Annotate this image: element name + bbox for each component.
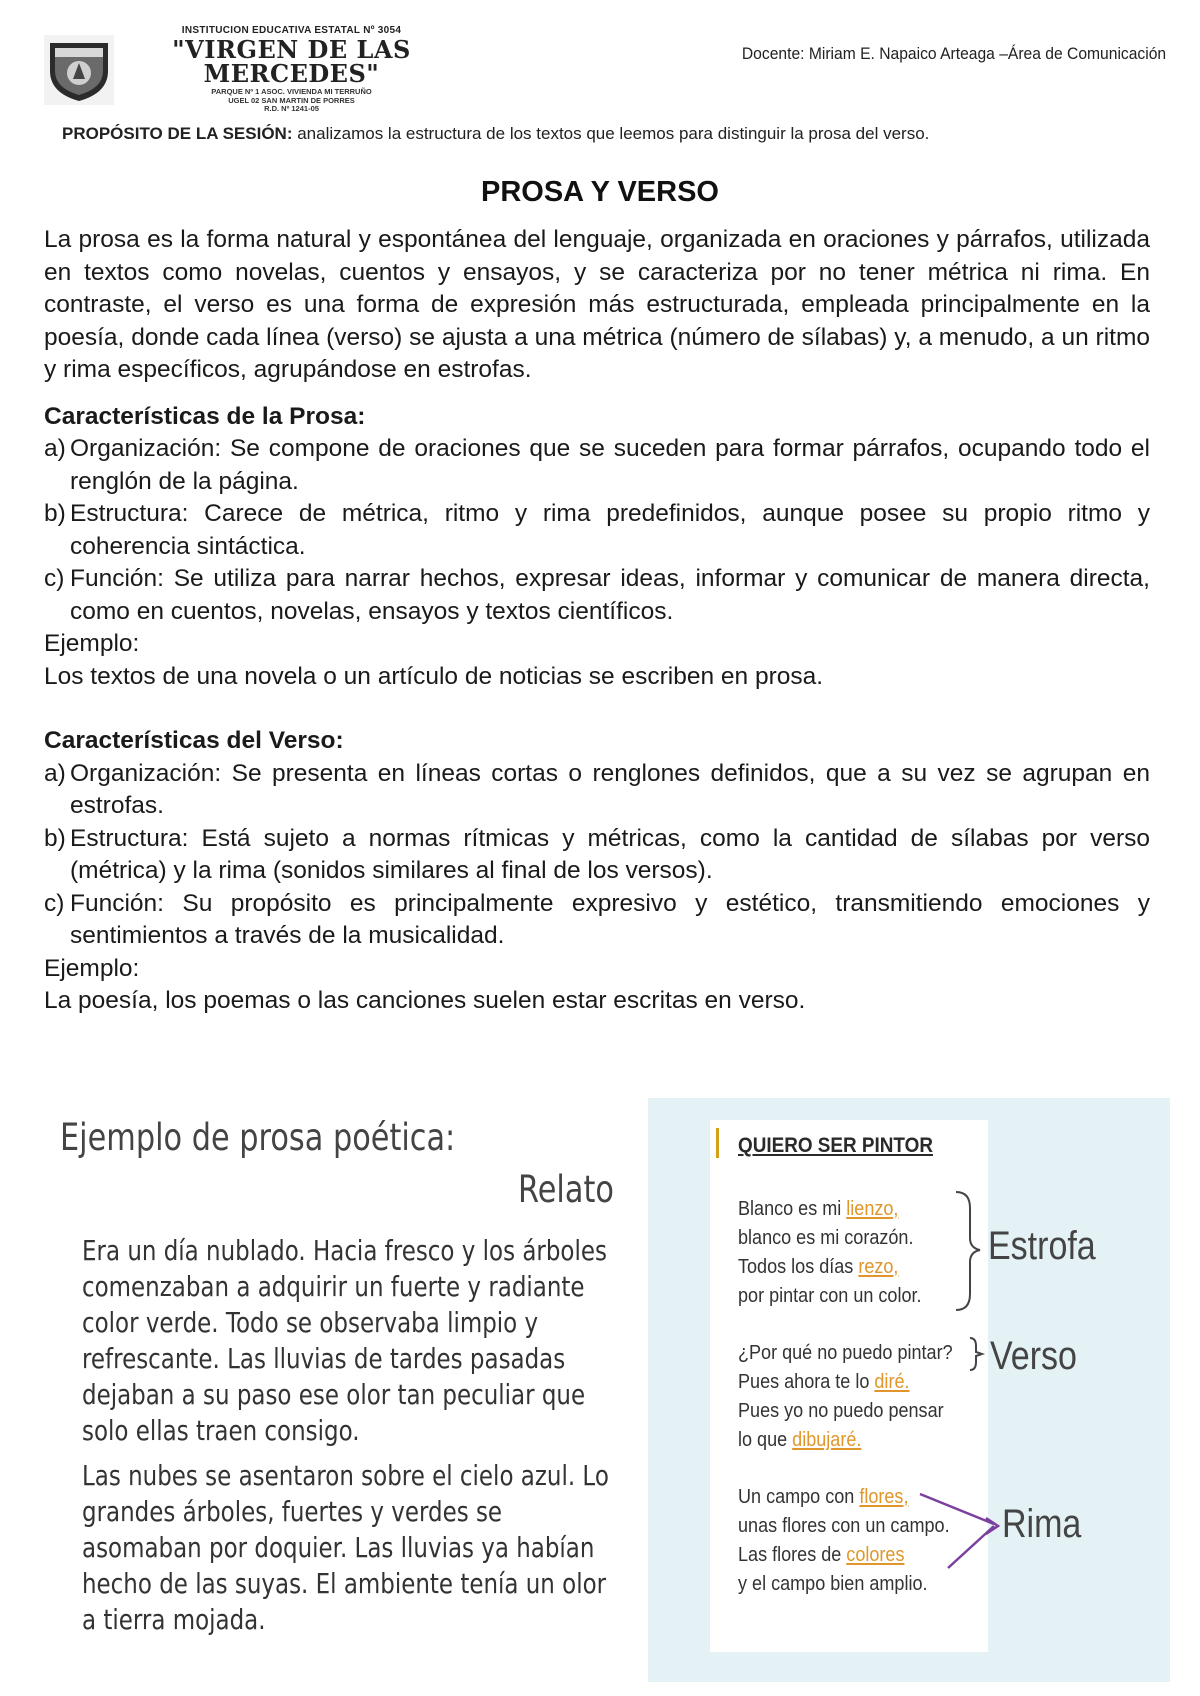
list-text: Estructura: Está sujeto a normas rítmicas y métricas, como la cantidad de sílabas por verso (métrica) y la rima (sonidos similares al final de los versos). [70,824,1150,884]
poem-line: blanco es mi corazón. [738,1226,914,1249]
prose-line: grandes árboles, fuertes y verdes se [82,1495,503,1528]
list-item [44,433,1150,498]
list-marker: a) [44,759,66,787]
rhyme-word: flores, [859,1485,909,1508]
intro-paragraph: La prosa es la forma natural y espontánea del lenguaje, organizada en oraciones y párrafos, utilizada en textos como novelas, cuentos y ensayos, y se caracteriza por no tener métrica ni rima. En contraste, el verso es una forma de expresión más estructurada, empleada principalmente en la poesía, donde cada línea (verso) se ajusta a una métrica (número de sílabas) y, a menudo, a un ritmo y rima específicos, agrupándose en estrofas. [44,226,1150,383]
list-text: Estructura: Carece de métrica, ritmo y rima predefinidos, aunque posee su propio ritmo y coherencia sintáctica. [70,500,1150,560]
prose-line: solo ellas traen consigo. [82,1414,360,1447]
prosa-example-text: Los textos de una novela o un artículo de noticias se escriben en prosa. [44,662,824,690]
rhyme-word: lienzo, [846,1197,899,1220]
prose-line: Era un día nublado. Hacia fresco y los árboles [82,1234,607,1267]
logo-address-2: UGEL 02 SAN MARTIN DE PORRES [228,95,355,105]
poem-line-text: Pues ahora te lo [738,1370,875,1393]
prose-paragraph-1 [82,1233,615,1449]
poem-line-text: lo que [738,1428,793,1451]
logo-address-1: PARQUE Nº 1 ASOC. VIVIENDA MI TERRUÑO [211,87,372,97]
list-text: Organización: Se presenta en líneas cortas o renglones definidos, que a su vez se agrupan en estrofas. [70,759,1150,819]
list-text: Organización: Se compone de oraciones que se suceden para formar párrafos, ocupando todo el renglón de la página. [70,435,1150,495]
prosa-heading: Características de la Prosa: [44,402,366,430]
list-item [44,563,1150,628]
poem-line: unas flores con un campo. [738,1514,950,1537]
list-marker: b) [44,824,66,852]
prose-line: dejaban a su paso ese olor tan peculiar que [82,1378,586,1411]
prose-line: asomaban por doquier. Las lluvias ya habían [82,1531,595,1564]
poem-title: QUIERO SER PINTOR [738,1134,933,1157]
poem-line-text: Blanco es mi [738,1197,847,1220]
annotation-overlay [648,1098,1170,1682]
session-purpose-text: analizamos la estructura de los textos que leemos para distinguir la prosa del verso. [292,124,930,143]
prose-line: Las nubes se asentaron sobre el cielo azul. Lo [82,1459,609,1492]
list-marker: b) [44,500,66,527]
main-content [44,224,1150,1018]
label-verso: Verso [990,1334,1077,1378]
poem-line: Pues yo no puedo pensar [738,1399,944,1422]
verso-brace-icon [970,1338,982,1370]
prosa-example-label: Ejemplo: [44,630,140,657]
prose-line: color verde. Todo se observaba limpio y [82,1306,539,1339]
list-item [44,758,1150,823]
verse-example-image [648,1098,1170,1682]
teacher-header: Docente: Miriam E. Napaico Arteaga –Área de Comunicación [741,44,1166,63]
list-text: Función: Su propósito es principalmente expresivo y estético, transmitiendo emociones y sentimientos a través de la musicalidad. [70,889,1150,949]
verso-heading: Características del Verso: [44,727,344,754]
verso-example-label: Ejemplo: [44,954,140,982]
rhyme-word: rezo, [858,1255,899,1278]
session-purpose-label: PROPÓSITO DE LA SESIÓN: [62,124,293,143]
list-item [44,823,1150,888]
logo-address-3: R.D. Nº 1241-05 [264,104,319,114]
rima-arrow-icon [920,1494,994,1568]
prose-line: hecho de las suyas. El ambiente tenía un olor [82,1567,607,1600]
estrofa-brace-icon [956,1192,980,1310]
rhyme-word: diré. [874,1370,910,1393]
list-item [44,498,1150,563]
school-logo [44,25,467,114]
page-title: PROSA Y VERSO [481,176,719,208]
poem-line-text: Un campo con [738,1485,860,1508]
prose-example-subtitle: Relato [518,1168,614,1211]
list-marker: c) [44,565,65,592]
list-marker: a) [44,435,66,462]
prose-line: a tierra mojada. [82,1603,266,1636]
rhyme-word: dibujaré. [792,1428,862,1451]
list-item [44,888,1150,953]
logo-school-name: "VIRGEN DE LAS MERCEDES" [172,35,411,89]
label-estrofa: Estrofa [988,1224,1096,1268]
school-crest-icon [44,35,114,105]
poem-line: por pintar con un color. [738,1284,922,1307]
verso-example-text: La poesía, los poemas o las canciones suelen estar escritas en verso. [44,987,806,1014]
poem-line-text: Todos los días [738,1255,859,1278]
poem-line: y el campo bien amplio. [738,1572,928,1595]
prose-paragraph-2 [82,1458,615,1638]
rima-arrowhead-icon [986,1518,998,1534]
list-text: Función: Se utiliza para narrar hechos, expresar ideas, informar y comunicar de manera directa, como en cuentos, novelas, ensayos y textos científicos. [70,565,1150,625]
logo-institution: INSTITUCION EDUCATIVA ESTATAL Nº 3054 [181,25,402,37]
session-purpose [62,124,1172,144]
spacer [44,693,1150,725]
list-marker: c) [44,889,65,917]
poem-line-text: Las flores de [738,1543,847,1566]
prose-example-title: Ejemplo de prosa poética: [60,1116,456,1159]
rhyme-word: colores [846,1543,905,1566]
poem-line: ¿Por qué no puedo pintar? [738,1341,953,1364]
prose-line: comenzaban a adquirir un fuerte y radiante [82,1270,585,1303]
label-rima: Rima [1002,1502,1082,1546]
prose-line: refrescante. Las lluvias de tardes pasadas [82,1342,566,1375]
prose-example-image [44,1098,644,1658]
